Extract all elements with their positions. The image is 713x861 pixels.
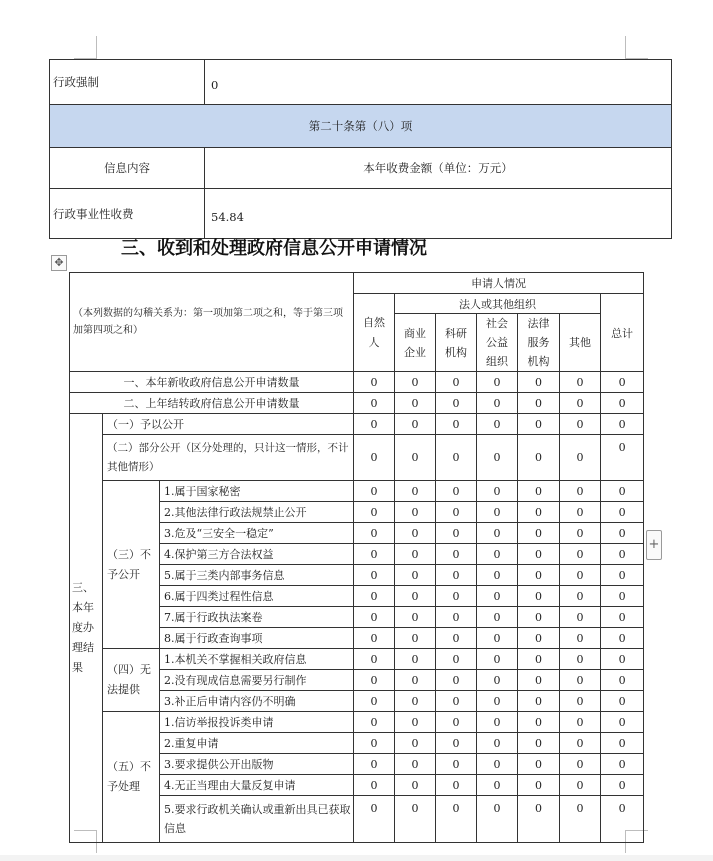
cell: 0: [477, 481, 518, 502]
cell: 0: [395, 754, 436, 775]
cell: 0: [518, 628, 560, 649]
cell: 0: [395, 502, 436, 523]
cell: 0: [354, 565, 395, 586]
row-label: 2.没有现成信息需要另行制作: [160, 670, 354, 691]
cell: 0: [601, 414, 644, 435]
cell: 0: [436, 544, 477, 565]
cell: 0: [560, 649, 601, 670]
cell: 0: [395, 565, 436, 586]
cell: 0: [560, 502, 601, 523]
row-label: 5.要求行政机关确认或重新出具已获取信息: [160, 796, 354, 843]
cell: 0: [436, 649, 477, 670]
cell: 0: [560, 691, 601, 712]
cell: 0: [601, 544, 644, 565]
cell: 0: [436, 775, 477, 796]
table-note: （本列数据的勾稽关系为：第一项加第二项之和，等于第三项加第四项之和）: [70, 273, 354, 372]
cell: 0: [354, 628, 395, 649]
cell: 0: [477, 414, 518, 435]
col-header: 科研机构: [436, 314, 477, 372]
cell: 0: [518, 649, 560, 670]
plus-icon[interactable]: +: [646, 530, 662, 560]
cell: 0: [395, 691, 436, 712]
table-row: [70, 712, 644, 733]
cell: 0: [601, 481, 644, 502]
cell: 0: [354, 712, 395, 733]
cell: 0: [518, 565, 560, 586]
cell: 0: [395, 481, 436, 502]
cell: 0: [560, 796, 601, 843]
cell: 0: [560, 586, 601, 607]
cell: 0: [477, 670, 518, 691]
cell: 0: [601, 435, 644, 481]
row-label: 2.重复申请: [160, 733, 354, 754]
cell: 0: [395, 733, 436, 754]
cell: 0: [477, 607, 518, 628]
cell: 0: [395, 372, 436, 393]
row-label: 行政强制: [50, 60, 205, 105]
cell: 0: [601, 796, 644, 843]
row-label: 2.其他法律行政法规禁止公开: [160, 502, 354, 523]
cell: 0: [436, 435, 477, 481]
table-row: [70, 414, 644, 435]
section-heading: 三、收到和处理政府信息公开申请情况: [121, 238, 427, 259]
cell: 0: [518, 393, 560, 414]
cell: 0: [477, 544, 518, 565]
cell: 0: [354, 502, 395, 523]
cell: 0: [560, 372, 601, 393]
cell: 0: [601, 691, 644, 712]
row-label: 行政事业性收费: [50, 189, 205, 239]
group-label: （三）不予公开: [103, 481, 160, 649]
cell: 0: [477, 733, 518, 754]
cell: 0: [395, 523, 436, 544]
cell: 0: [354, 649, 395, 670]
cell: 0: [354, 481, 395, 502]
cell: 0: [395, 435, 436, 481]
cell: 0: [518, 372, 560, 393]
cell: 0: [518, 414, 560, 435]
row-label: （二）部分公开（区分处理的，只计这一情形，不计其他情形）: [103, 435, 354, 481]
cell: 0: [518, 733, 560, 754]
row-label: 3.补正后申请内容仍不明确: [160, 691, 354, 712]
table-row: [70, 649, 644, 670]
cell: 0: [518, 712, 560, 733]
col-header: 其他: [560, 314, 601, 372]
cell: 0: [477, 502, 518, 523]
row-label: 二、上年结转政府信息公开申请数量: [70, 393, 354, 414]
row-label: 3.危及“三安全一稳定”: [160, 523, 354, 544]
table-row: [50, 189, 672, 239]
cell: 0: [395, 607, 436, 628]
cell: 0: [395, 649, 436, 670]
cell: 0: [601, 649, 644, 670]
cell: 0: [436, 691, 477, 712]
crop-mark: [74, 36, 97, 59]
row-label: 4.无正当理由大量反复申请: [160, 775, 354, 796]
col-natural-person: 自然人: [354, 294, 395, 372]
applicant-header: 申请人情况: [354, 273, 644, 294]
cell: 0: [560, 523, 601, 544]
cell: 0: [560, 481, 601, 502]
header-label: 信息内容: [50, 148, 205, 189]
cell: 0: [354, 372, 395, 393]
cell: 0: [477, 565, 518, 586]
cell: 0: [477, 796, 518, 843]
cell: 0: [354, 544, 395, 565]
cell: 0: [354, 523, 395, 544]
cell: 0: [477, 435, 518, 481]
cell: 0: [518, 607, 560, 628]
cell: 0: [477, 775, 518, 796]
cell: 0: [354, 435, 395, 481]
cell: 0: [601, 502, 644, 523]
cell: 0: [560, 565, 601, 586]
cell: 0: [436, 586, 477, 607]
cell: 0: [477, 628, 518, 649]
row-label: 3.要求提供公开出版物: [160, 754, 354, 775]
application-table: [69, 272, 644, 843]
cell: 0: [395, 628, 436, 649]
cell: 0: [477, 691, 518, 712]
cell: 0: [436, 712, 477, 733]
cell: 0: [518, 754, 560, 775]
cell: 0: [354, 670, 395, 691]
cell: 0: [436, 481, 477, 502]
group-label: （五）不予处理: [103, 712, 160, 843]
cell: 0: [518, 502, 560, 523]
crop-mark: [625, 36, 648, 59]
cell: 0: [436, 628, 477, 649]
cell: 0: [477, 649, 518, 670]
cell: 0: [601, 733, 644, 754]
section-title: 第二十条第（八）项: [50, 105, 672, 148]
cell: 0: [601, 628, 644, 649]
row-label: （一）予以公开: [103, 414, 354, 435]
cell: 0: [354, 691, 395, 712]
cell: 0: [518, 775, 560, 796]
cell: 0: [560, 607, 601, 628]
cell: 0: [354, 796, 395, 843]
cell: 0: [395, 544, 436, 565]
cell: 0: [601, 607, 644, 628]
cell: 0: [601, 754, 644, 775]
col-header: 社会公益组织: [477, 314, 518, 372]
cell: 0: [354, 733, 395, 754]
table-row: [70, 481, 644, 502]
cell: 0: [601, 523, 644, 544]
cell: 0: [436, 502, 477, 523]
cell: 0: [436, 754, 477, 775]
cell: 0: [354, 607, 395, 628]
fee-table: [49, 59, 672, 239]
cell: 0: [601, 775, 644, 796]
cell: 0: [436, 796, 477, 843]
cell: 0: [560, 414, 601, 435]
cell: 0: [395, 775, 436, 796]
row-label: 一、本年新收政府信息公开申请数量: [70, 372, 354, 393]
table-row: [70, 435, 644, 481]
row-value: 0: [205, 60, 672, 105]
cell: 0: [395, 712, 436, 733]
cell: 0: [518, 691, 560, 712]
cell: 0: [560, 435, 601, 481]
table-row: [50, 60, 672, 105]
cell: 0: [518, 544, 560, 565]
cell: 0: [560, 544, 601, 565]
cell: 0: [560, 775, 601, 796]
cell: 0: [518, 435, 560, 481]
row-value: 54.84: [205, 189, 672, 239]
row-label: 5.属于三类内部事务信息: [160, 565, 354, 586]
table-row: [70, 372, 644, 393]
cell: 0: [354, 754, 395, 775]
cell: 0: [477, 754, 518, 775]
cell: 0: [395, 414, 436, 435]
row-label: 8.属于行政查询事项: [160, 628, 354, 649]
cell: 0: [436, 372, 477, 393]
cell: 0: [477, 523, 518, 544]
cell: 0: [354, 775, 395, 796]
cell: 0: [518, 796, 560, 843]
col-total: 总计: [601, 294, 644, 372]
cell: 0: [477, 712, 518, 733]
cell: 0: [601, 670, 644, 691]
cell: 0: [354, 393, 395, 414]
result-label: 三、本年度办理结果: [70, 414, 103, 843]
cell: 0: [477, 586, 518, 607]
cell: 0: [560, 733, 601, 754]
cell: 0: [477, 393, 518, 414]
cell: 0: [395, 586, 436, 607]
cell: 0: [395, 393, 436, 414]
row-label: 1.信访举报投诉类申请: [160, 712, 354, 733]
header-row: [50, 148, 672, 189]
row-label: 4.保护第三方合法权益: [160, 544, 354, 565]
cell: 0: [436, 670, 477, 691]
cell: 0: [560, 628, 601, 649]
cell: 0: [560, 670, 601, 691]
cell: 0: [436, 565, 477, 586]
row-label: 1.属于国家秘密: [160, 481, 354, 502]
cell: 0: [395, 670, 436, 691]
table-row: [70, 393, 644, 414]
cell: 0: [560, 712, 601, 733]
cell: 0: [436, 607, 477, 628]
legal-header: 法人或其他组织: [395, 294, 601, 314]
header-row: [70, 273, 644, 294]
row-label: 6.属于四类过程性信息: [160, 586, 354, 607]
row-label: 7.属于行政执法案卷: [160, 607, 354, 628]
col-header: 商业企业: [395, 314, 436, 372]
cell: 0: [477, 372, 518, 393]
cell: 0: [436, 414, 477, 435]
move-icon[interactable]: ✥: [51, 255, 67, 271]
cell: 0: [601, 565, 644, 586]
cell: 0: [518, 481, 560, 502]
cell: 0: [601, 372, 644, 393]
row-label: 1.本机关不掌握相关政府信息: [160, 649, 354, 670]
cell: 0: [518, 670, 560, 691]
cell: 0: [436, 523, 477, 544]
cell: 0: [354, 586, 395, 607]
cell: 0: [518, 523, 560, 544]
header-value: 本年收费金额（单位：万元）: [205, 148, 672, 189]
group-label: （四）无法提供: [103, 649, 160, 712]
cell: 0: [395, 796, 436, 843]
cell: 0: [601, 586, 644, 607]
cell: 0: [436, 393, 477, 414]
cell: 0: [560, 393, 601, 414]
col-header: 法律服务机构: [518, 314, 560, 372]
cell: 0: [601, 393, 644, 414]
cell: 0: [518, 586, 560, 607]
cell: 0: [601, 712, 644, 733]
cell: 0: [560, 754, 601, 775]
section-row: [50, 105, 672, 148]
cell: 0: [436, 733, 477, 754]
cell: 0: [354, 414, 395, 435]
